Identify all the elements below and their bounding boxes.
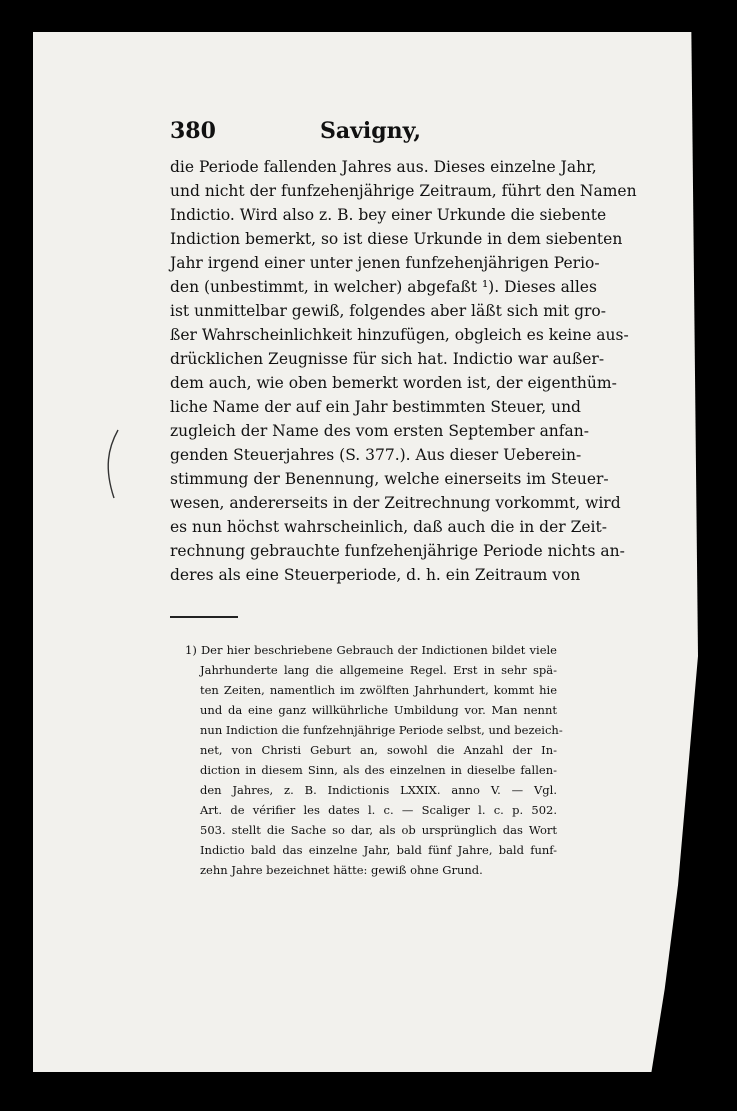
body-line: und nicht der funfzehenjährige Zeitraum, führt den Namen: [170, 182, 637, 200]
body-line: zugleich der Name des vom ersten September anfan-: [170, 422, 589, 440]
footnote-line: Art. de vérifier les dates l. c. — Scaliger l. c. p. 502.: [200, 803, 557, 817]
footnote-line: Indictio bald das einzelne Jahr, bald fünf Jahre, bald funf-: [200, 843, 557, 857]
page-header: [170, 118, 550, 148]
footnote-line: 503. stellt die Sache so dar, als ob ursprünglich das Wort: [200, 823, 557, 837]
footnote-line: Jahrhunderte lang die allgemeine Regel. Erst in sehr spä-: [200, 663, 557, 677]
body-line: den (unbestimmt, in welcher) abgefaßt ¹). Dieses alles: [170, 278, 597, 296]
footnote-line: den Jahres, z. B. Indictionis LXXIX. anno V. — Vgl.: [200, 783, 557, 797]
page-number: 380: [170, 118, 216, 144]
body-line: drücklichen Zeugnisse für sich hat. Indictio war außer-: [170, 350, 605, 368]
body-line: Indictio. Wird also z. B. bey einer Urkunde die siebente: [170, 206, 607, 224]
body-line: die Periode fallenden Jahres aus. Dieses einzelne Jahr,: [170, 158, 597, 176]
body-line: ist unmittelbar gewiß, folgendes aber läßt sich mit gro-: [170, 302, 606, 320]
footnotes: [185, 640, 563, 880]
body-line: wesen, andererseits in der Zeitrechnung vorkommt, wird: [170, 494, 621, 512]
body-line: Jahr irgend einer unter jenen funfzehenjährigen Perio-: [170, 254, 600, 272]
footnote-line: 1) Der hier beschriebene Gebrauch der Indictionen bildet viele: [185, 643, 557, 657]
body-line: rechnung gebrauchte funfzehenjährige Periode nichts an-: [170, 542, 625, 560]
body-line: es nun höchst wahrscheinlich, daß auch die in der Zeit-: [170, 518, 607, 536]
running-title: Savigny,: [320, 118, 421, 144]
footnote-line: net, von Christi Geburt an, sowohl die Anzahl der In-: [200, 743, 557, 757]
margin-pencil-mark: [102, 428, 122, 500]
body-text: [170, 155, 637, 587]
footnote-divider: [170, 616, 238, 618]
body-line: genden Steuerjahres (S. 377.). Aus dieser Ueberein-: [170, 446, 582, 464]
body-line: ßer Wahrscheinlichkeit hinzufügen, obgleich es keine aus-: [170, 326, 629, 344]
footnote-line: nun Indiction die funfzehnjährige Periode selbst, und bezeich-: [200, 723, 563, 737]
footnote-line: diction in diesem Sinn, als des einzelnen in dieselbe fallen-: [200, 763, 557, 777]
body-line: liche Name der auf ein Jahr bestimmten Steuer, und: [170, 398, 581, 416]
footnote-line: ten Zeiten, namentlich im zwölften Jahrhundert, kommt hie: [200, 683, 557, 697]
body-line: Indiction bemerkt, so ist diese Urkunde in dem siebenten: [170, 230, 623, 248]
body-line: dem auch, wie oben bemerkt worden ist, der eigenthüm-: [170, 374, 617, 392]
footnote-line: zehn Jahre bezeichnet hätte: gewiß ohne Grund.: [200, 863, 483, 877]
body-line: deres als eine Steuerperiode, d. h. ein Zeitraum von: [170, 566, 581, 584]
body-line: stimmung der Benennung, welche einerseits im Steuer-: [170, 470, 609, 488]
footnote-line: und da eine ganz willkührliche Umbildung vor. Man nennt: [200, 703, 557, 717]
